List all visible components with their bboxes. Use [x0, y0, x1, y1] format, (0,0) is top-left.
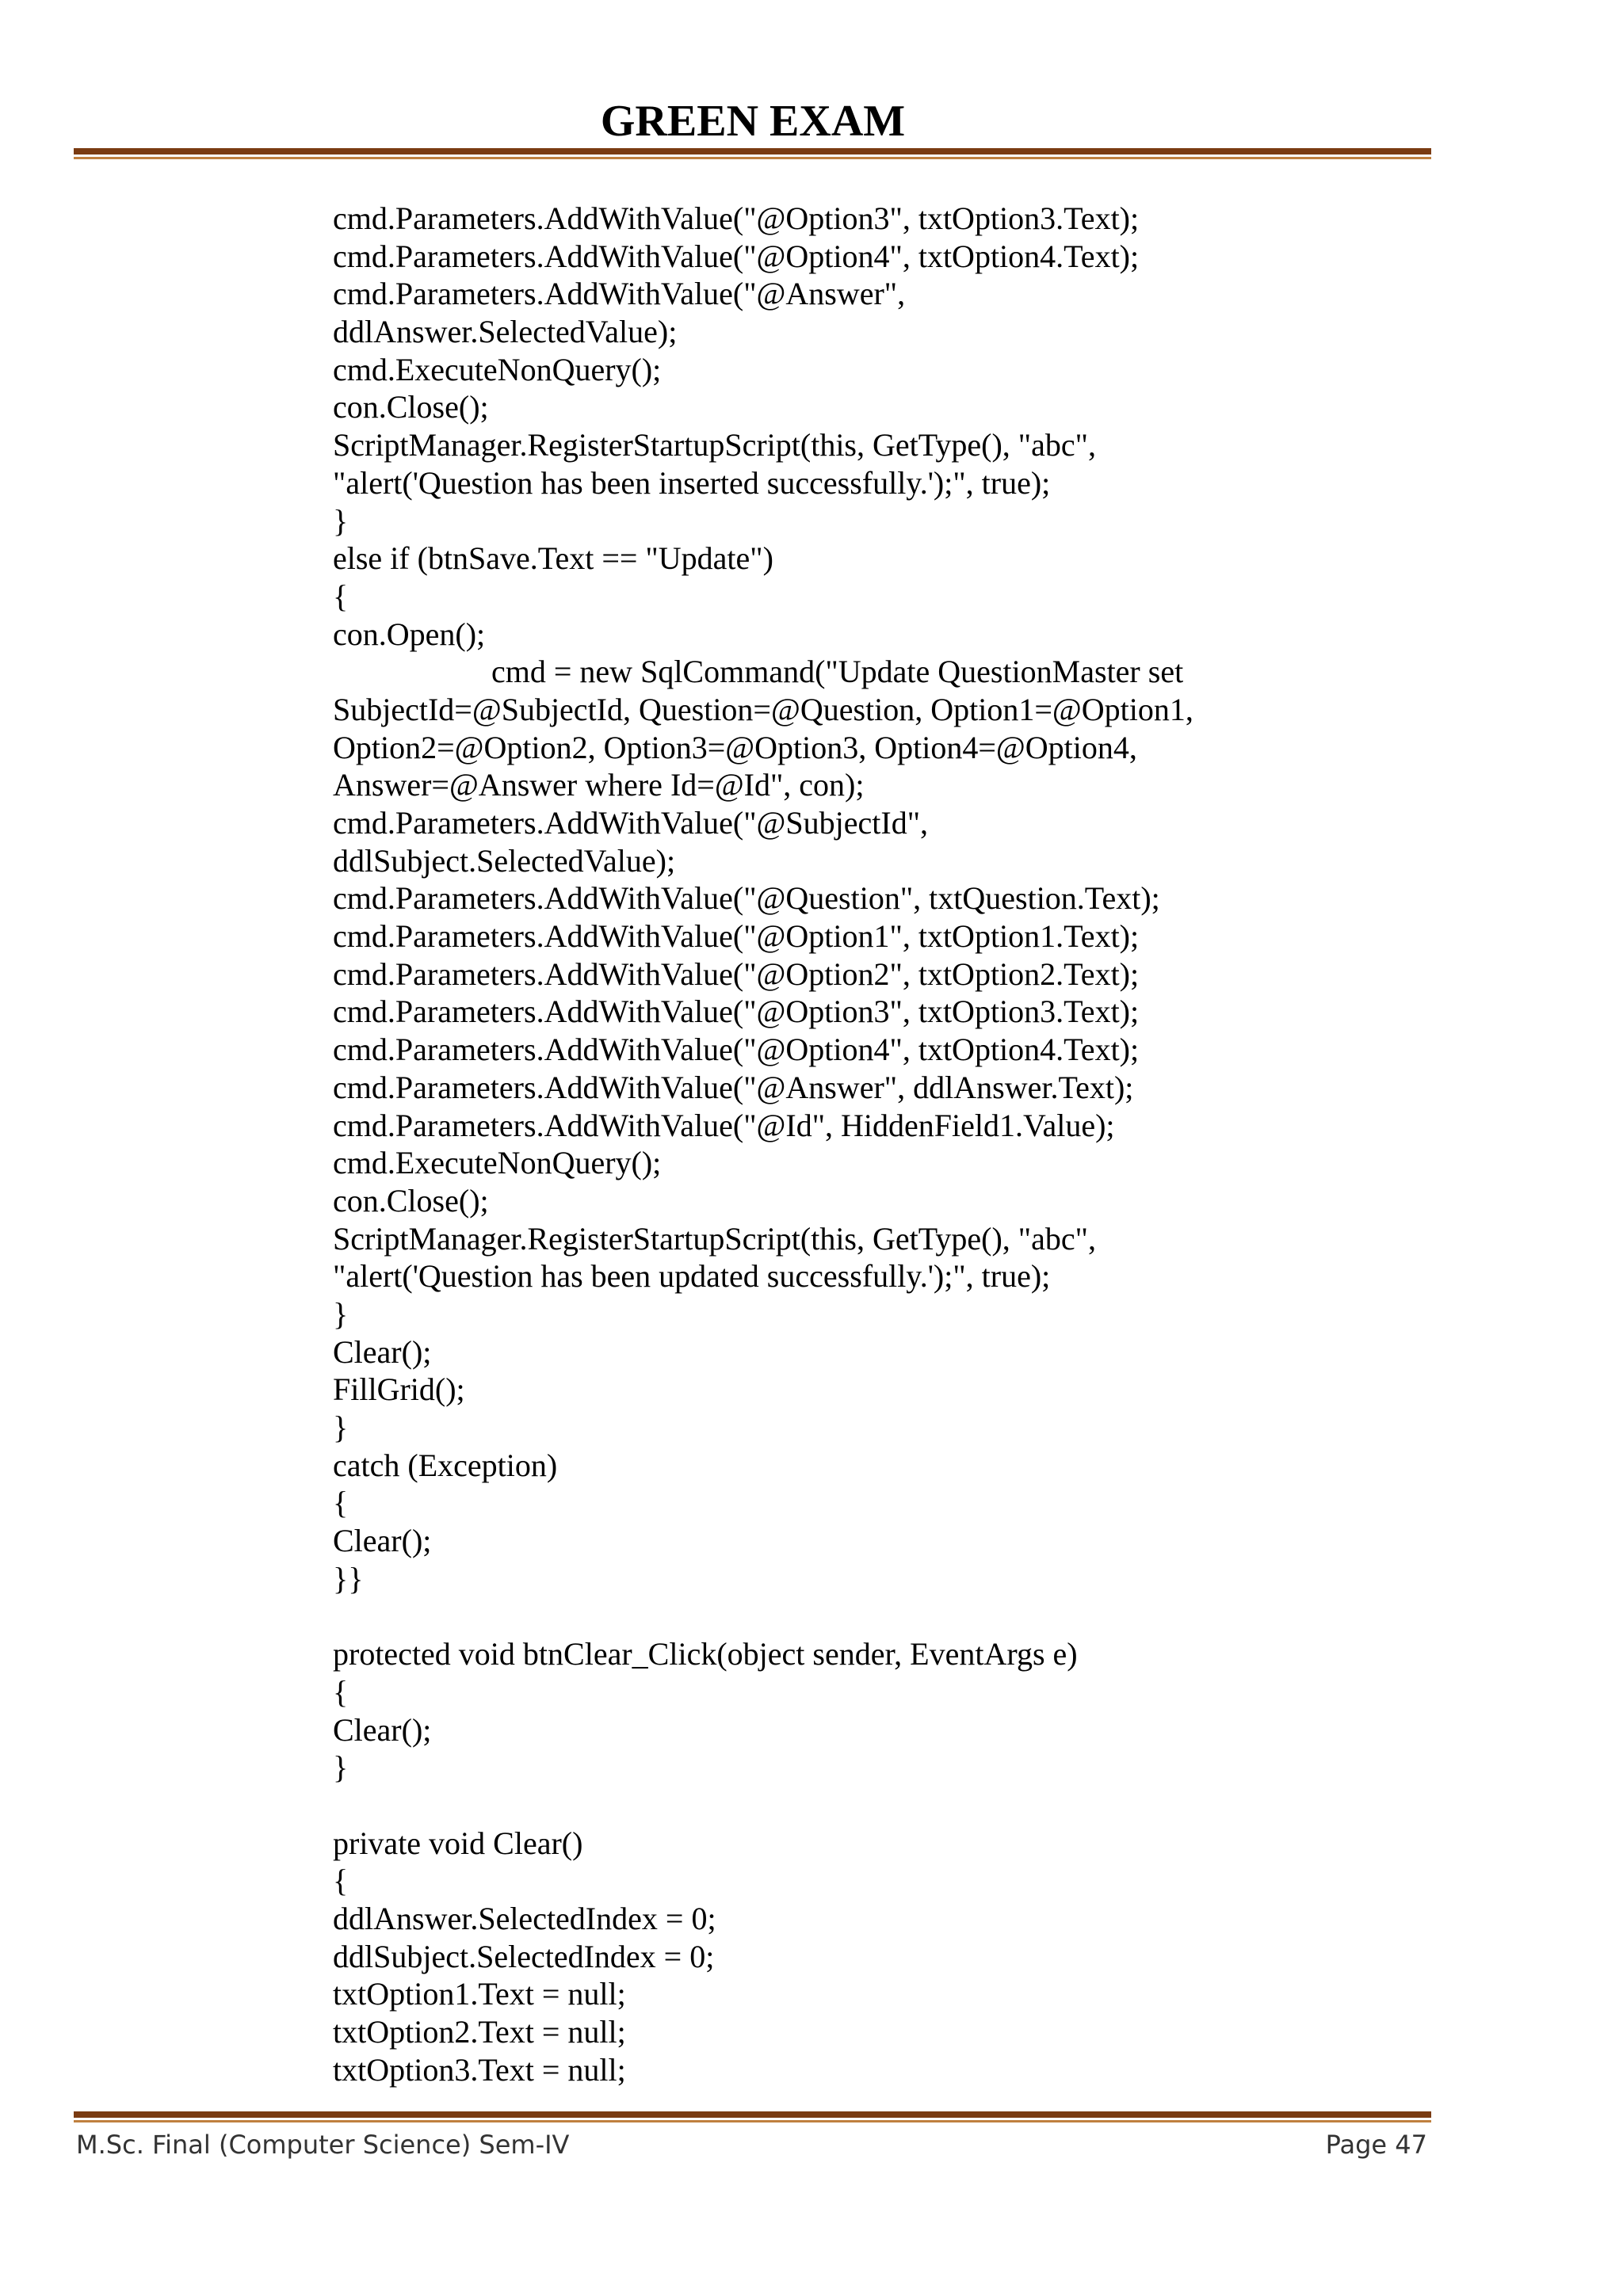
- code-line: cmd.Parameters.AddWithValue("@Option1", txtOption1.Text);: [333, 918, 1140, 955]
- code-line: private void Clear(): [333, 1825, 583, 1861]
- header-divider-thin: [74, 157, 1431, 159]
- code-line: catch (Exception): [333, 1447, 558, 1483]
- code-line: {: [333, 578, 349, 614]
- code-line: [333, 1787, 1442, 1825]
- footer-course: M.Sc. Final (Computer Science) Sem-IV: [76, 2130, 570, 2160]
- page-title: GREEN EXAM: [600, 97, 906, 146]
- code-line: }: [333, 1749, 349, 1786]
- code-line: cmd.Parameters.AddWithValue("@Option2", txtOption2.Text);: [333, 955, 1140, 992]
- header-divider-thick: [74, 148, 1431, 154]
- code-line: cmd.ExecuteNonQuery();: [333, 1145, 662, 1181]
- code-line: Clear();: [333, 1711, 432, 1748]
- code-line: ScriptManager.RegisterStartupScript(this, GetType(), "abc",: [333, 427, 1096, 463]
- code-line: else if (btnSave.Text == "Update"): [333, 540, 773, 577]
- code-line: cmd.ExecuteNonQuery();: [333, 351, 662, 387]
- code-line: cmd.Parameters.AddWithValue("@Question", txtQuestion.Text);: [333, 880, 1160, 917]
- code-line: con.Close();: [333, 389, 489, 425]
- code-line: ScriptManager.RegisterStartupScript(this, GetType(), "abc",: [333, 1220, 1096, 1257]
- code-line: ddlSubject.SelectedValue);: [333, 842, 676, 879]
- code-listing: [333, 200, 1442, 2088]
- footer-divider-thin: [74, 2120, 1431, 2122]
- code-line: txtOption2.Text = null;: [333, 2014, 626, 2050]
- code-line: ddlSubject.SelectedIndex = 0;: [333, 1938, 715, 1974]
- header-divider: [74, 148, 1431, 159]
- code-line: protected void btnClear_Click(object sender, EventArgs e): [333, 1636, 1078, 1672]
- code-line: [333, 1597, 1442, 1635]
- code-line: con.Close();: [333, 1182, 489, 1219]
- code-line: }: [333, 502, 349, 539]
- code-line: "alert('Question has been inserted successfully.');", true);: [333, 464, 1051, 501]
- code-line: cmd.Parameters.AddWithValue("@Option4", txtOption4.Text);: [333, 238, 1140, 274]
- code-line: Option2=@Option2, Option3=@Option3, Option4=@Option4,: [333, 729, 1137, 765]
- code-line: "alert('Question has been updated successfully.');", true);: [333, 1258, 1051, 1295]
- code-line: ddlAnswer.SelectedValue);: [333, 314, 678, 350]
- code-line: cmd.Parameters.AddWithValue("@Option3", txtOption3.Text);: [333, 200, 1140, 236]
- footer-divider-thick: [74, 2111, 1431, 2118]
- code-line: cmd.Parameters.AddWithValue("@Answer", ddlAnswer.Text);: [333, 1069, 1134, 1105]
- code-line: con.Open();: [333, 616, 486, 652]
- code-line: cmd.Parameters.AddWithValue("@Option3", txtOption3.Text);: [333, 994, 1140, 1030]
- code-line: txtOption3.Text = null;: [333, 2051, 626, 2088]
- code-line: }: [333, 1295, 349, 1332]
- code-line: {: [333, 1673, 349, 1710]
- code-line: cmd.Parameters.AddWithValue("@SubjectId",: [333, 805, 929, 841]
- code-line: {: [333, 1485, 349, 1521]
- code-line: Clear();: [333, 1523, 432, 1559]
- code-line: Answer=@Answer where Id=@Id", con);: [333, 767, 865, 803]
- footer-page-number: Page 47: [1325, 2130, 1427, 2160]
- code-line: txtOption1.Text = null;: [333, 1976, 626, 2012]
- footer-divider: [74, 2111, 1431, 2122]
- code-line: }}: [333, 1560, 364, 1596]
- code-line: cmd = new SqlCommand("Update QuestionMaster set: [333, 654, 1184, 690]
- code-line: cmd.Parameters.AddWithValue("@Option4", txtOption4.Text);: [333, 1032, 1140, 1068]
- code-line: cmd.Parameters.AddWithValue("@Answer",: [333, 276, 906, 312]
- code-line: Clear();: [333, 1333, 432, 1370]
- code-line: }: [333, 1409, 349, 1445]
- code-line: SubjectId=@SubjectId, Question=@Question, Option1=@Option1,: [333, 691, 1193, 727]
- code-line: ddlAnswer.SelectedIndex = 0;: [333, 1900, 716, 1936]
- code-line: {: [333, 1863, 349, 1899]
- code-line: FillGrid();: [333, 1371, 465, 1408]
- code-line: cmd.Parameters.AddWithValue("@Id", HiddenField1.Value);: [333, 1107, 1115, 1143]
